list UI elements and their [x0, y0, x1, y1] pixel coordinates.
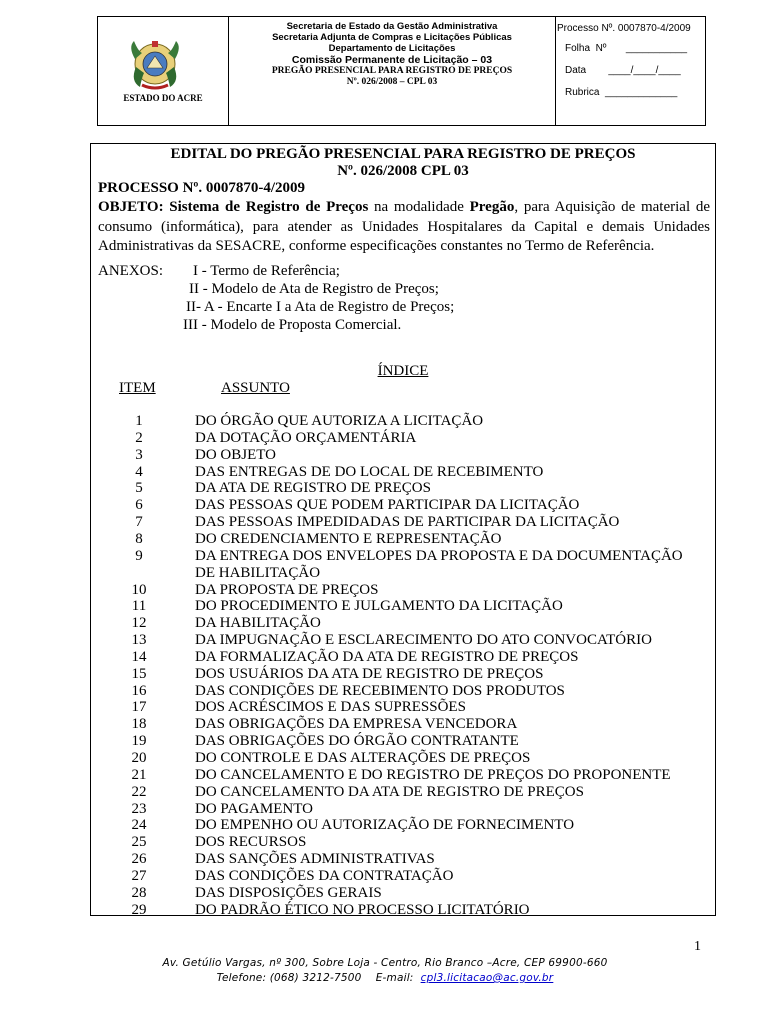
index-item-number: 10 [131, 581, 147, 598]
index-item-subject: DAS PESSOAS QUE PODEM PARTICIPAR DA LICITAÇÃO [195, 497, 580, 514]
index-item-subject: DO CANCELAMENTO E DO REGISTRO DE PREÇOS DO PROPONENTE [195, 766, 671, 783]
rubrica-field: Rubrica _____________ [565, 86, 678, 98]
anexo-item: III - Modelo de Proposta Comercial. [183, 317, 402, 333]
index-item-subject: DOS ACRÉSCIMOS E DAS SUPRESSÕES [195, 699, 466, 716]
index-item-subject: DO PAGAMENTO [195, 800, 313, 817]
index-item-subject: DA IMPUGNAÇÃO E ESCLARECIMENTO DO ATO CONVOCATÓRIO [195, 632, 652, 649]
index-item-number: 2 [135, 429, 143, 446]
page-number: 1 [694, 939, 701, 954]
index-item-subject: DA ATA DE REGISTRO DE PREÇOS [195, 480, 431, 497]
index-item-number: 16 [131, 682, 147, 699]
objeto-text: consumo (informática), para atender as Unidades Hospitalares da Capital e demais Unidades [98, 218, 710, 235]
index-item-number: 23 [131, 800, 147, 817]
process-number: Processo Nº. 0007870-4/2009 [557, 22, 691, 34]
index-item-subject: DO CREDENCIAMENTO E REPRESENTAÇÃO [195, 530, 502, 547]
objeto-paragraph [98, 198, 710, 257]
index-item-number: 18 [131, 716, 147, 733]
footer-phone: Telefone: (068) 3212-7500 E-mail: [216, 972, 421, 984]
index-item-number: 14 [131, 648, 147, 665]
folha-field: Folha Nº ___________ [565, 42, 688, 54]
edital-body [90, 143, 716, 916]
index-item-number: 5 [135, 480, 143, 497]
index-item-subject: DA ENTREGA DOS ENVELOPES DA PROPOSTA E DA DOCUMENTAÇÃO [195, 547, 683, 564]
indice-heading: ÍNDICE [377, 363, 429, 379]
index-item-number: 21 [131, 766, 147, 783]
index-item-number: 9 [135, 547, 143, 564]
index-item-number: 25 [131, 834, 147, 851]
objeto-label: OBJETO: Sistema de Registro de Preços [98, 199, 369, 215]
index-item-number: 22 [131, 783, 147, 800]
footer-address: Av. Getúlio Vargas, nº 300, Sobre Loja - Centro, Rio Branco –Acre, CEP 69900-660 [162, 957, 608, 969]
header-line: Secretaria Adjunta de Compras e Licitações Públicas [272, 32, 512, 43]
index-item-number: 27 [131, 867, 147, 884]
index-item-subject: DOS RECURSOS [195, 834, 307, 851]
header-line: Secretaria de Estado da Gestão Administrativa [286, 21, 498, 32]
header-process-cell [556, 17, 705, 125]
index-item-subject: DO ÓRGÃO QUE AUTORIZA A LICITAÇÃO [195, 413, 484, 429]
objeto-text: , para Aquisição de material de [514, 199, 710, 215]
objeto-modalidade: Pregão [469, 199, 515, 215]
assunto-column-header: ASSUNTO [221, 380, 290, 396]
acre-coat-of-arms-icon [126, 37, 184, 93]
header-line: Departamento de Licitações [328, 43, 456, 54]
footer-contact [0, 972, 770, 984]
index-item-number: 29 [131, 901, 147, 918]
index-item-number: 19 [131, 733, 147, 750]
objeto-text: Administrativas da SESACRE, conforme especificações constantes no Termo de Referência. [98, 238, 655, 254]
index-item-subject: DAS CONDIÇÕES DA CONTRATAÇÃO [195, 867, 454, 884]
index-item-number: 3 [135, 446, 143, 463]
anexo-item: I - Termo de Referência; [193, 263, 340, 279]
header-logo-cell [98, 17, 229, 125]
index-item-subject: DO PADRÃO ÉTICO NO PROCESSO LICITATÓRIO [195, 901, 530, 918]
data-field: Data ____/____/____ [565, 64, 681, 76]
index-item-subject: DAS ENTREGAS DE DO LOCAL DE RECEBIMENTO [195, 463, 544, 480]
index-item-subject: DO CANCELAMENTO DA ATA DE REGISTRO DE PREÇOS [195, 783, 584, 800]
index-item-number: 15 [131, 665, 147, 682]
index-item-subject: DAS DISPOSIÇÕES GERAIS [195, 884, 382, 901]
objeto-text: na modalidade [368, 199, 470, 215]
index-item-number: 4 [135, 463, 143, 480]
edital-number: Nº. 026/2008 CPL 03 [337, 163, 469, 179]
index-item-number: 8 [135, 530, 143, 547]
item-column-header: ITEM [119, 380, 156, 396]
index-item-number: 7 [135, 514, 143, 531]
index-item-subject: DE HABILITAÇÃO [195, 564, 321, 581]
index-item-subject: DA PROPOSTA DE PREÇOS [195, 581, 379, 598]
header-line: Nº. 026/2008 – CPL 03 [346, 77, 438, 87]
index-item-subject: DO OBJETO [195, 446, 276, 463]
document-header [97, 16, 706, 126]
index-item-subject: DO PROCEDIMENTO E JULGAMENTO DA LICITAÇÃO [195, 598, 563, 615]
index-item-number: 12 [131, 615, 147, 632]
index-item-subject: DO CONTROLE E DAS ALTERAÇÕES DE PREÇOS [195, 750, 531, 766]
header-line: Comissão Permanente de Licitação – 03 [291, 54, 493, 66]
header-line: PREGÃO PRESENCIAL PARA REGISTRO DE PREÇOS [271, 66, 513, 76]
index-item-subject: DO EMPENHO OU AUTORIZAÇÃO DE FORNECIMENTO [195, 817, 575, 834]
footer-email-link[interactable]: cpl3.licitacao@ac.gov.br [420, 972, 554, 984]
index-item-subject: DAS PESSOAS IMPEDIDADAS DE PARTICIPAR DA LICITAÇÃO [195, 514, 620, 531]
anexo-item: II - Modelo de Ata de Registro de Preços; [189, 281, 439, 297]
index-item-number: 17 [131, 699, 147, 716]
index-item-subject: DAS OBRIGAÇÕES DA EMPRESA VENCEDORA [195, 716, 518, 733]
index-item-number: 28 [131, 884, 147, 901]
index-item-subject: DAS CONDIÇÕES DE RECEBIMENTO DOS PRODUTOS [195, 682, 565, 699]
index-item-subject: DAS SANÇÕES ADMINISTRATIVAS [195, 851, 435, 868]
header-title-cell [229, 17, 556, 125]
index-item-number: 24 [131, 817, 147, 834]
anexos-label: ANEXOS: [98, 263, 164, 279]
index-item-number: 13 [131, 632, 147, 649]
estado-label: ESTADO DO ACRE [123, 93, 203, 103]
index-item-subject: DA FORMALIZAÇÃO DA ATA DE REGISTRO DE PREÇOS [195, 648, 579, 665]
index-item-number: 20 [131, 750, 147, 766]
index-item-subject: DA HABILITAÇÃO [195, 615, 321, 632]
index-item-subject: DOS USUÁRIOS DA ATA DE REGISTRO DE PREÇOS [195, 665, 544, 682]
index-item-subject: DAS OBRIGAÇÕES DO ÓRGÃO CONTRATANTE [195, 733, 519, 750]
processo-number: PROCESSO Nº. 0007870-4/2009 [98, 180, 306, 196]
index-item-subject: DA DOTAÇÃO ORÇAMENTÁRIA [195, 429, 417, 446]
index-item-number: 26 [131, 851, 147, 868]
anexo-item: II- A - Encarte I a Ata de Registro de Preços; [186, 299, 455, 315]
index-item-number: 11 [131, 598, 147, 615]
index-item-number: 6 [135, 497, 143, 514]
edital-title: EDITAL DO PREGÃO PRESENCIAL PARA REGISTRO DE PREÇOS [170, 146, 636, 162]
index-item-number: 1 [135, 413, 143, 429]
